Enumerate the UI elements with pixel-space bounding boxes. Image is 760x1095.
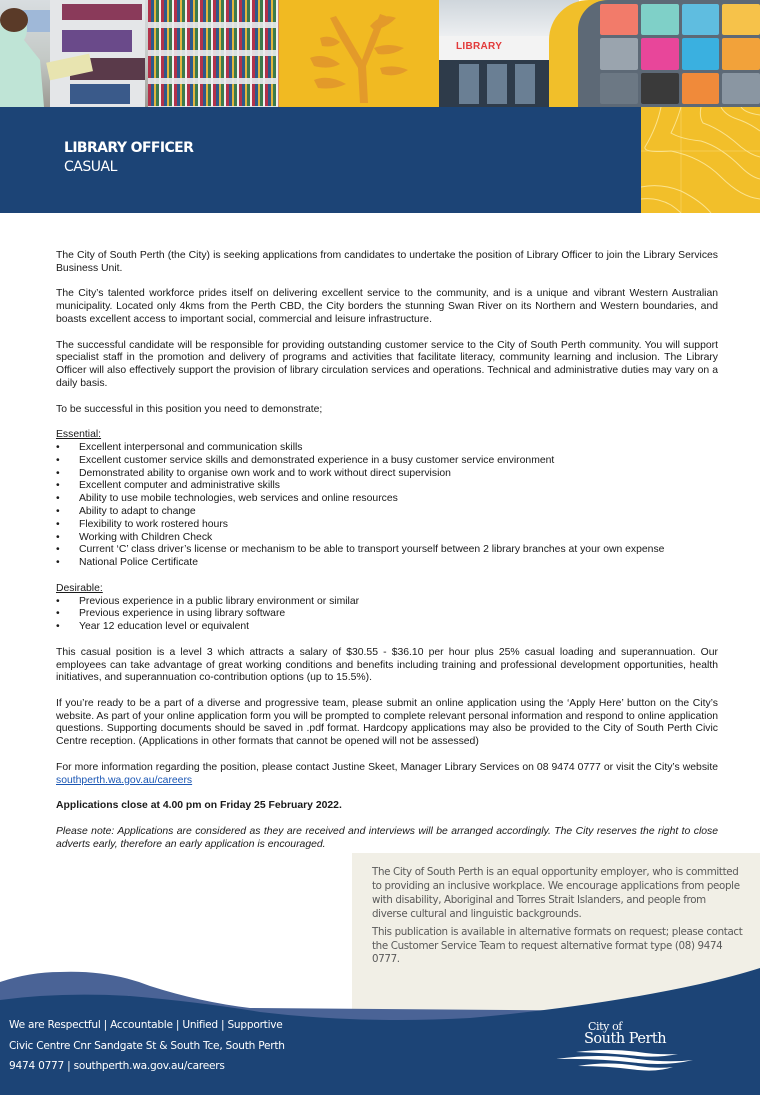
library-reader-photo <box>0 0 148 107</box>
list-item: • Working with Children Check <box>56 532 718 545</box>
apply-paragraph: If you’re ready to be a part of a diverse and progressive team, please submit an online application using the ‘Apply Here’ button on the City’s website. As part of your online application form you will be prompted to complete relevant personal information and respond to online application questions. Supporting documents should be saved in .pdf format. Hardcopy applications may also be provided to the City of South Perth Civic Centre reception. (Applications in other formats that cannot be opened will not be assessed) <box>56 697 718 748</box>
shelf-dividers <box>148 0 279 107</box>
essential-heading: Essential: <box>56 429 102 441</box>
desirable-heading: Desirable: <box>56 582 103 594</box>
intro-paragraph: The City of South Perth (the City) is seeking applications from candidates to undertake the position of Library Officer to join the Library Services Business Unit. <box>56 250 718 274</box>
library-entrance-graphic <box>439 0 559 107</box>
list-item: • Excellent customer service skills and demonstrated experience in a busy customer service environment <box>56 455 718 468</box>
footer-values: We are Respectful | Accountable | Unified | Supportive <box>9 1019 283 1031</box>
list-item: • Flexibility to work rostered hours <box>56 519 718 532</box>
logo-line-1: City of <box>588 1020 622 1033</box>
list-item: • Year 12 education level or equivalent <box>56 621 718 634</box>
contact-paragraph <box>56 762 718 788</box>
library-sign: LIBRARY <box>456 41 503 52</box>
job-description <box>56 250 718 864</box>
desirable-criteria-list <box>56 596 718 634</box>
notice-text <box>372 866 744 971</box>
list-item: • Current ‘C’ class driver’s license or mechanism to be able to transport yourself between 2 library branches at your own expense <box>56 544 718 557</box>
careers-link[interactable]: southperth.wa.gov.au/careers <box>56 774 193 786</box>
list-item: • Previous experience in a public library environment or similar <box>56 596 718 609</box>
note-paragraph: Please note: Applications are considered as they are received and interviews will be arranged accordingly. The City reserves the right to close adverts early, therefore an early application is encouraged. <box>56 825 718 850</box>
job-title-block <box>64 140 193 175</box>
job-type: CASUAL <box>64 159 117 175</box>
contour-lines-graphic <box>641 107 760 213</box>
logo-line-2: South Perth <box>584 1031 667 1047</box>
list-item: • Ability to use mobile technologies, web services and online resources <box>56 493 718 506</box>
list-item: • Excellent computer and administrative skills <box>56 480 718 493</box>
kangaroo-paw-graphic <box>300 8 410 103</box>
workforce-paragraph: The City’s talented workforce prides itself on delivering excellent service to the community, and is a unique and vibrant Western Australian municipality. Located only 4kms from the Perth CBD, the City borders the stunning Swan River on its Northern and Western boundaries, and boasts excellent access to important social, commercial and leisure infrastructure. <box>56 288 718 325</box>
demonstrate-paragraph: To be successful in this position you need to demonstrate; <box>56 403 323 415</box>
topographic-pattern-panel <box>641 107 760 213</box>
job-title: LIBRARY OFFICER <box>64 140 194 156</box>
river-waves-icon <box>548 1048 698 1072</box>
closing-date: Applications close at 4.00 pm on Friday 25 February 2022. <box>56 800 342 812</box>
salary-paragraph: This casual position is a level 3 which attracts a salary of $30.55 - $36.10 per hour plus 25% casual loading and superannuation. Our employees can take advantage of great working conditions and benefits including training and professional development opportunities, health initiatives, and superannuation co-contribution options (up to 15.5%). <box>56 646 718 684</box>
responsibilities-paragraph: The successful candidate will be responsible for providing outstanding customer service to the City of South Perth community. You will support specialist staff in the promotion and delivery of programs and activities that facilitate literacy, community learning and inclusion. The Library Officer will also effectively support the provision of library circulation services and operations. Technical and administrative duties may vary on a daily basis. <box>56 339 718 389</box>
essential-criteria-list <box>56 442 718 570</box>
list-item: • Excellent interpersonal and communication skills <box>56 442 718 455</box>
alternative-formats-statement: This publication is available in alternative formats on request; please contact the Customer Service Team to request alternative format type (08) 9474 0777. <box>372 925 743 966</box>
header-photo-banner <box>0 0 760 107</box>
footer-contact: 9474 0777 | southperth.wa.gov.au/careers <box>9 1060 225 1073</box>
footer-address: Civic Centre Cnr Sandgate St & South Tce, South Perth <box>9 1039 285 1052</box>
footer-info <box>9 1015 285 1077</box>
list-item: • Demonstrated ability to organise own work and to work without direct supervision <box>56 468 718 481</box>
list-item: • National Police Certificate <box>56 557 718 570</box>
window-artwork-tiles <box>600 4 760 104</box>
equal-opportunity-statement: The City of South Perth is an equal opportunity employer, who is committed to providing an inclusive workplace. We encourage applications from people with disability, Aboriginal and Torres Strait Islanders, and people from diverse cultural and linguistic backgrounds. <box>372 866 740 920</box>
contact-text: For more information regarding the position, please contact Justine Skeet, Manager Library Services on 08 9474 0777 or visit the City’s website <box>56 761 718 773</box>
city-of-south-perth-logo <box>548 1020 708 1080</box>
list-item: • Previous experience in using library software <box>56 608 718 621</box>
list-item: • Ability to adapt to change <box>56 506 718 519</box>
